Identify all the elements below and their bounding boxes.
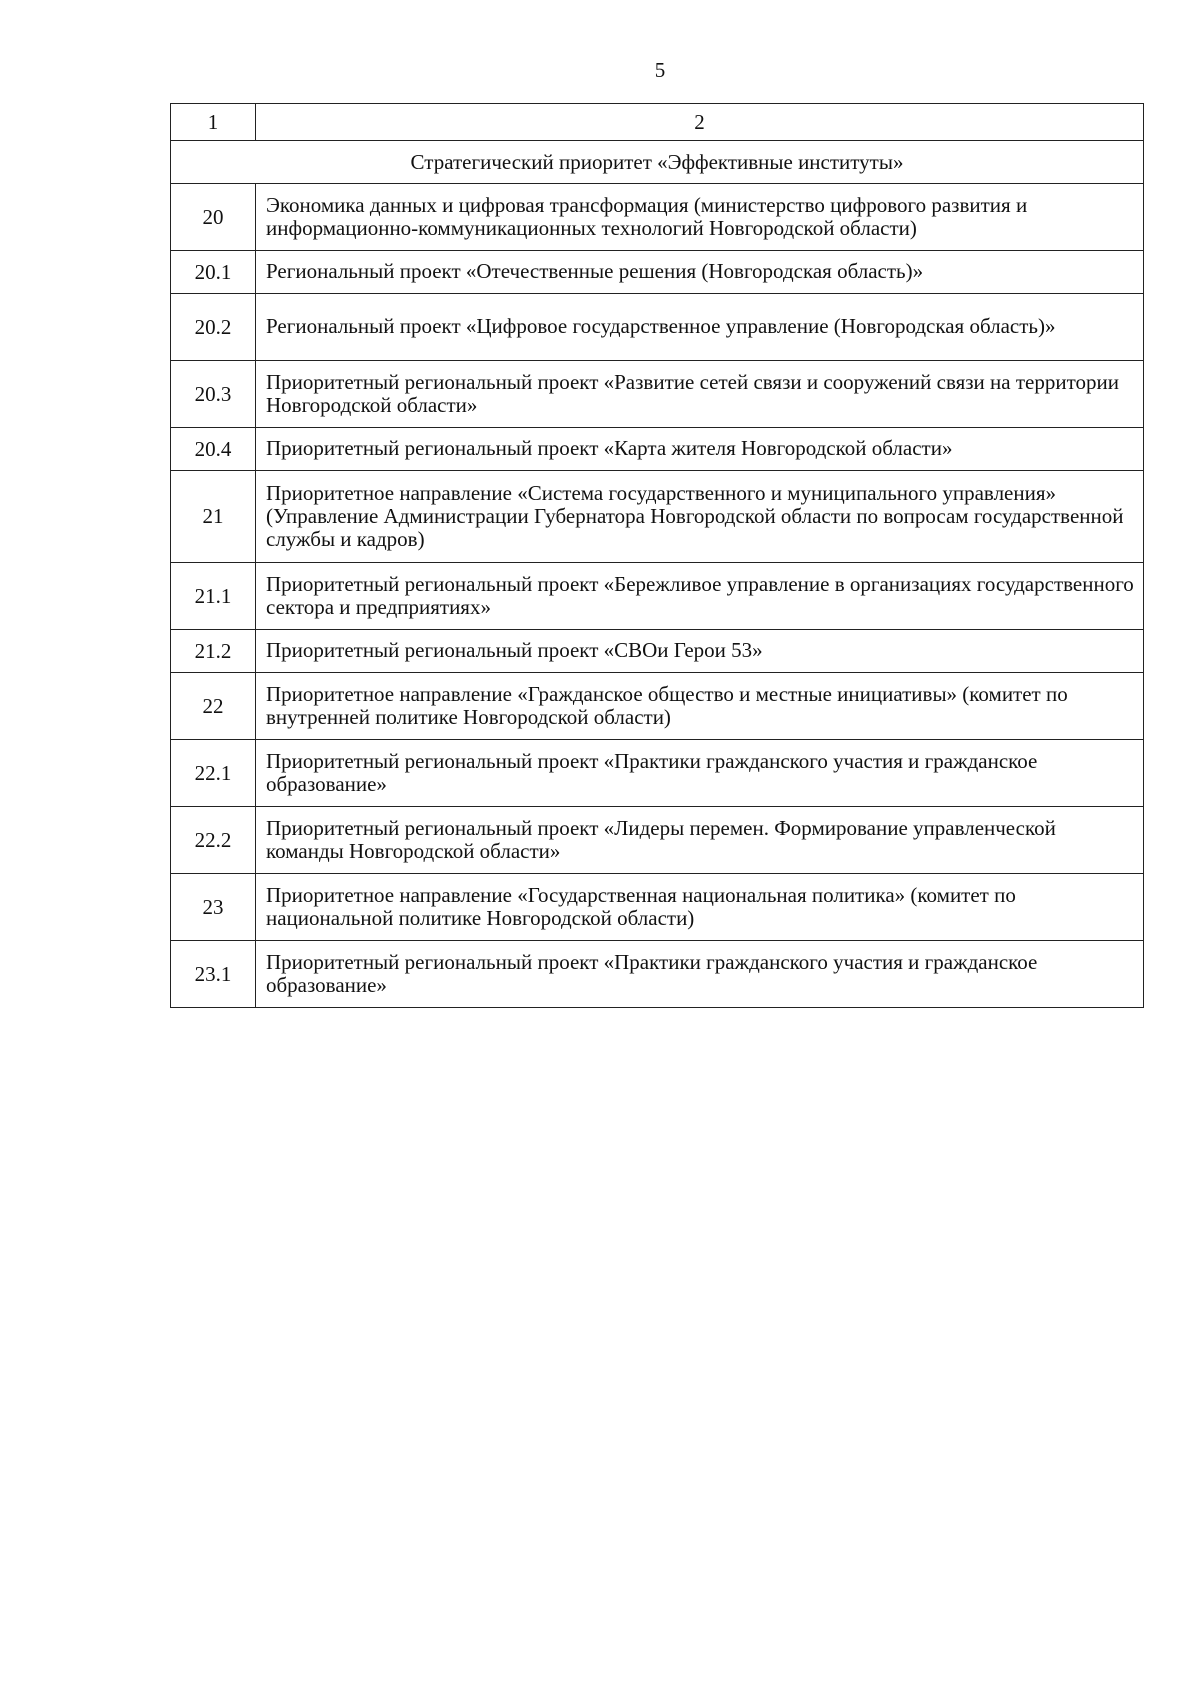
row-number: 20.4 <box>171 428 256 471</box>
header-cell-col2: 2 <box>256 104 1144 141</box>
row-number: 20.2 <box>171 294 256 361</box>
row-text: Приоритетное направление «Гражданское общество и местные инициативы» (комитет по внутренней политике Новгородской области) <box>256 673 1144 740</box>
row-text: Приоритетный региональный проект «Карта жителя Новгородской области» <box>256 428 1144 471</box>
table-row <box>171 673 1144 740</box>
table-row <box>171 251 1144 294</box>
table-row <box>171 941 1144 1008</box>
row-text: Приоритетный региональный проект «Бережливое управление в организациях государственного сектора и предприятиях» <box>256 563 1144 630</box>
table-header-row <box>171 104 1144 141</box>
row-text: Приоритетный региональный проект «Практики гражданского участия и гражданское образование» <box>256 740 1144 807</box>
row-number: 23 <box>171 874 256 941</box>
row-text: Приоритетный региональный проект «Развитие сетей связи и сооружений связи на территории Новгородской области» <box>256 361 1144 428</box>
row-number: 22.2 <box>171 807 256 874</box>
table-row <box>171 184 1144 251</box>
row-number: 20.3 <box>171 361 256 428</box>
row-text: Приоритетный региональный проект «Лидеры перемен. Формирование управленческой команды Новгородской области» <box>256 807 1144 874</box>
table-row <box>171 361 1144 428</box>
table-row <box>171 630 1144 673</box>
table-row <box>171 294 1144 361</box>
page-number: 5 <box>654 58 666 82</box>
table-row <box>171 807 1144 874</box>
row-number: 20.1 <box>171 251 256 294</box>
row-text: Приоритетный региональный проект «СВОи Герои 53» <box>256 630 1144 673</box>
row-number: 21 <box>171 471 256 563</box>
priority-table <box>170 103 1144 1008</box>
row-number: 22.1 <box>171 740 256 807</box>
row-text: Экономика данных и цифровая трансформация (министерство цифрового развития и информационно-коммуникационных технологий Новгородской области) <box>256 184 1144 251</box>
row-text: Приоритетное направление «Система государственного и муниципального управления» (Управление Администрации Губернатора Новгородской области по вопросам государственной службы и кадров) <box>256 471 1144 563</box>
table-row <box>171 471 1144 563</box>
table-row <box>171 563 1144 630</box>
table-row <box>171 740 1144 807</box>
row-text: Приоритетное направление «Государственная национальная политика» (комитет по национальной политике Новгородской области) <box>256 874 1144 941</box>
header-cell-col1: 1 <box>171 104 256 141</box>
section-title: Стратегический приоритет «Эффективные институты» <box>171 141 1144 184</box>
row-text: Региональный проект «Отечественные решения (Новгородская область)» <box>256 251 1144 294</box>
row-number: 22 <box>171 673 256 740</box>
row-text: Приоритетный региональный проект «Практики гражданского участия и гражданское образование» <box>256 941 1144 1008</box>
row-text: Региональный проект «Цифровое государственное управление (Новгородская область)» <box>256 294 1144 361</box>
row-number: 21.1 <box>171 563 256 630</box>
table-row <box>171 428 1144 471</box>
row-number: 23.1 <box>171 941 256 1008</box>
table-row <box>171 874 1144 941</box>
row-number: 21.2 <box>171 630 256 673</box>
section-row <box>171 141 1144 184</box>
row-number: 20 <box>171 184 256 251</box>
